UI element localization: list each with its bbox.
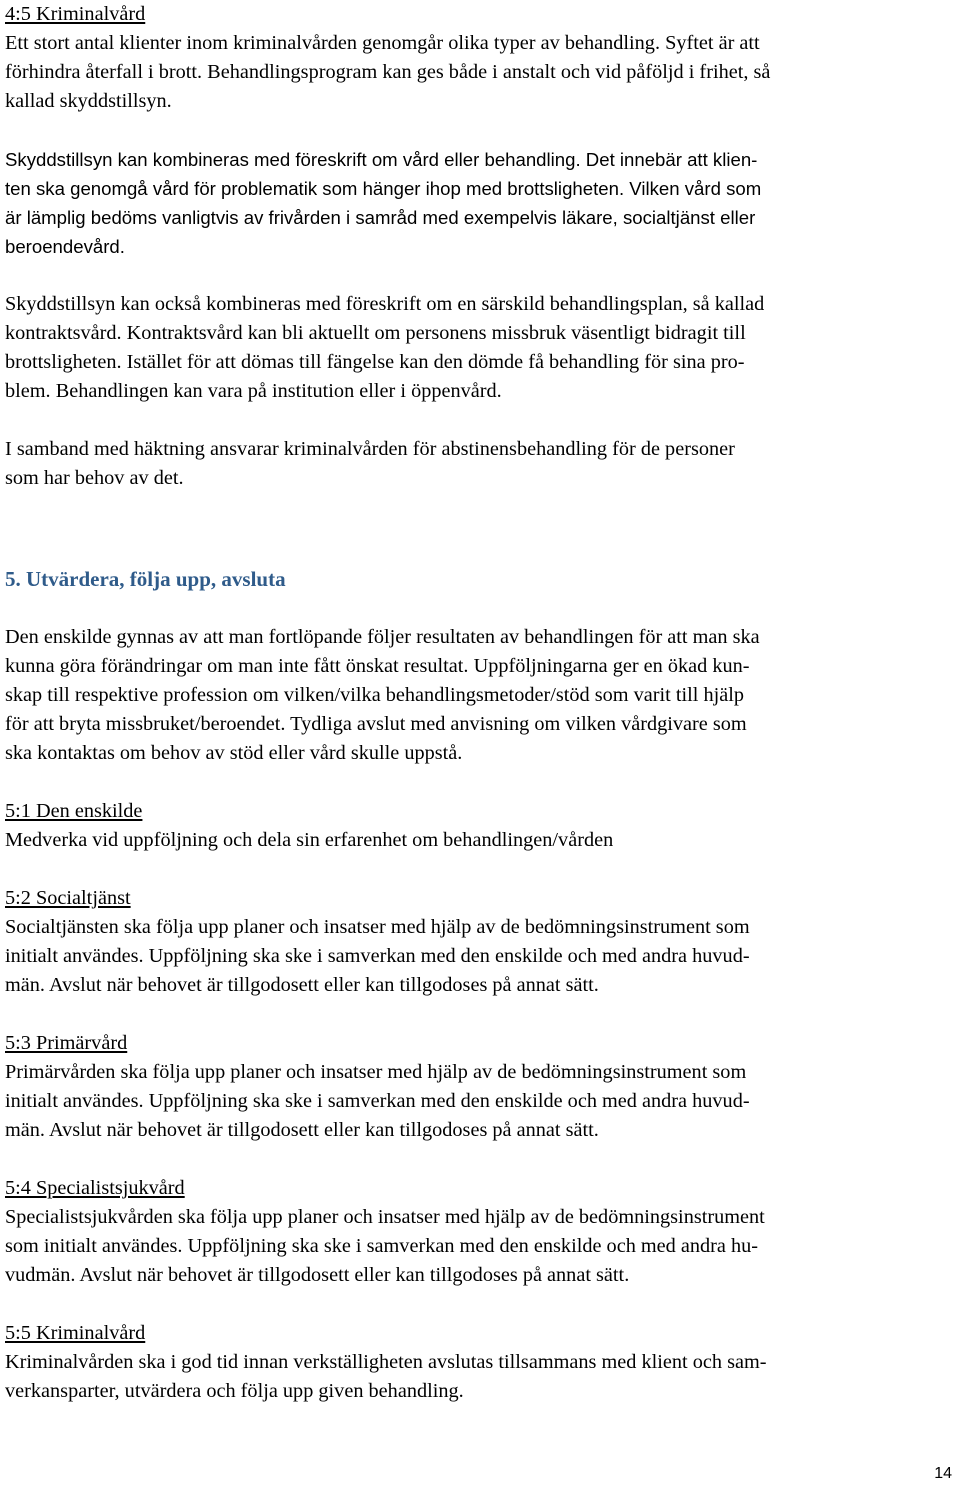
text-line: Specialistsjukvården ska följa upp planer och insatser med hjälp av de bedömningsinstrument <box>5 1206 765 1228</box>
subsection-5-4 <box>5 1174 955 1290</box>
subsection-title: 5:5 Kriminalvård <box>5 1322 146 1344</box>
subsection-5-2 <box>5 884 955 1000</box>
document-page <box>5 0 955 1406</box>
text-line: ska kontaktas om behov av stöd eller vård skulle uppstå. <box>5 742 463 764</box>
subsection-5-5 <box>5 1319 955 1406</box>
subsection-title: 5:4 Specialistsjukvård <box>5 1177 185 1199</box>
text-line: som har behov av det. <box>5 467 184 489</box>
text-line: för att bryta missbruket/beroendet. Tydliga avslut med anvisning om vilken vårdgivare som <box>5 713 747 735</box>
section-5-intro <box>5 623 955 768</box>
text-line: vudmän. Avslut när behovet är tillgodosett eller kan tillgodoses på annat sätt. <box>5 1264 630 1286</box>
text-line: kallad skyddstillsyn. <box>5 90 172 112</box>
text-line: initialt användes. Uppföljning ska ske i samverkan med den enskilde och med andra huvud- <box>5 945 750 967</box>
text-line: Skyddstillsyn kan kombineras med föreskrift om vård eller behandling. Det innebär att klien- <box>5 149 758 170</box>
page-number: 14 <box>934 1465 952 1482</box>
text-line: Kriminalvården ska i god tid innan verkställigheten avslutas tillsammans med klient och sam- <box>5 1351 767 1373</box>
text-line: beroendevård. <box>5 236 125 257</box>
text-line: män. Avslut när behovet är tillgodosett eller kan tillgodoses på annat sätt. <box>5 974 599 996</box>
subsection-title: 5:1 Den enskilde <box>5 800 143 822</box>
text-line: som initialt användes. Uppföljning ska ske i samverkan med den enskilde och med andra hu- <box>5 1235 759 1257</box>
text-line: Medverka vid uppföljning och dela sin erfarenhet om behandlingen/vården <box>5 829 614 851</box>
text-line: Den enskilde gynnas av att man fortlöpande följer resultaten av behandlingen för att man ska <box>5 626 760 648</box>
subsection-title: 5:3 Primärvård <box>5 1032 128 1054</box>
subsection-5-3 <box>5 1029 955 1145</box>
paragraph-1 <box>5 29 955 116</box>
paragraph-3 <box>5 290 955 406</box>
text-line: kunna göra förändringar om man inte fått önskat resultat. Uppföljningarna ger en ökad kun- <box>5 655 750 677</box>
text-line: verkansparter, utvärdera och följa upp given behandling. <box>5 1380 464 1402</box>
text-line: män. Avslut när behovet är tillgodosett eller kan tillgodoses på annat sätt. <box>5 1119 599 1141</box>
text-line: I samband med häktning ansvarar kriminalvården för abstinensbehandling för de personer <box>5 438 735 460</box>
text-line: blem. Behandlingen kan vara på institution eller i öppenvård. <box>5 380 502 402</box>
text-line: ten ska genomgå vård för problematik som hänger ihop med brottsligheten. Vilken vård som <box>5 178 762 199</box>
text-line: förhindra återfall i brott. Behandlingsprogram kan ges både i anstalt och vid påföljd i frihet, så <box>5 61 771 83</box>
text-line: Socialtjänsten ska följa upp planer och insatser med hjälp av de bedömningsinstrument som <box>5 916 750 938</box>
subsection-5-1 <box>5 797 955 855</box>
subsection-title: 5:2 Socialtjänst <box>5 887 131 909</box>
paragraph-2 <box>5 145 955 261</box>
text-line: brottsligheten. Istället för att dömas till fängelse kan den dömde få behandling för sina pro- <box>5 351 745 373</box>
text-line: Ett stort antal klienter inom kriminalvården genomgår olika typer av behandling. Syftet är att <box>5 32 760 54</box>
text-line: kontraktsvård. Kontraktsvård kan bli aktuellt om personens missbruk väsentligt bidragit till <box>5 322 746 344</box>
text-line: Skyddstillsyn kan också kombineras med föreskrift om en särskild behandlingsplan, så kallad <box>5 293 765 315</box>
section-5-heading: 5. Utvärdera, följa upp, avsluta <box>5 567 286 591</box>
text-line: initialt användes. Uppföljning ska ske i samverkan med den enskilde och med andra huvud- <box>5 1090 750 1112</box>
section-4-5-title: 4:5 Kriminalvård <box>5 3 146 25</box>
text-line: Primärvården ska följa upp planer och insatser med hjälp av de bedömningsinstrument som <box>5 1061 747 1083</box>
text-line: skap till respektive profession om vilken/vilka behandlingsmetoder/stöd som varit till hjälp <box>5 684 745 706</box>
text-line: är lämplig bedöms vanligtvis av frivården i samråd med exempelvis läkare, socialtjänst eller <box>5 207 756 228</box>
paragraph-4 <box>5 435 955 493</box>
